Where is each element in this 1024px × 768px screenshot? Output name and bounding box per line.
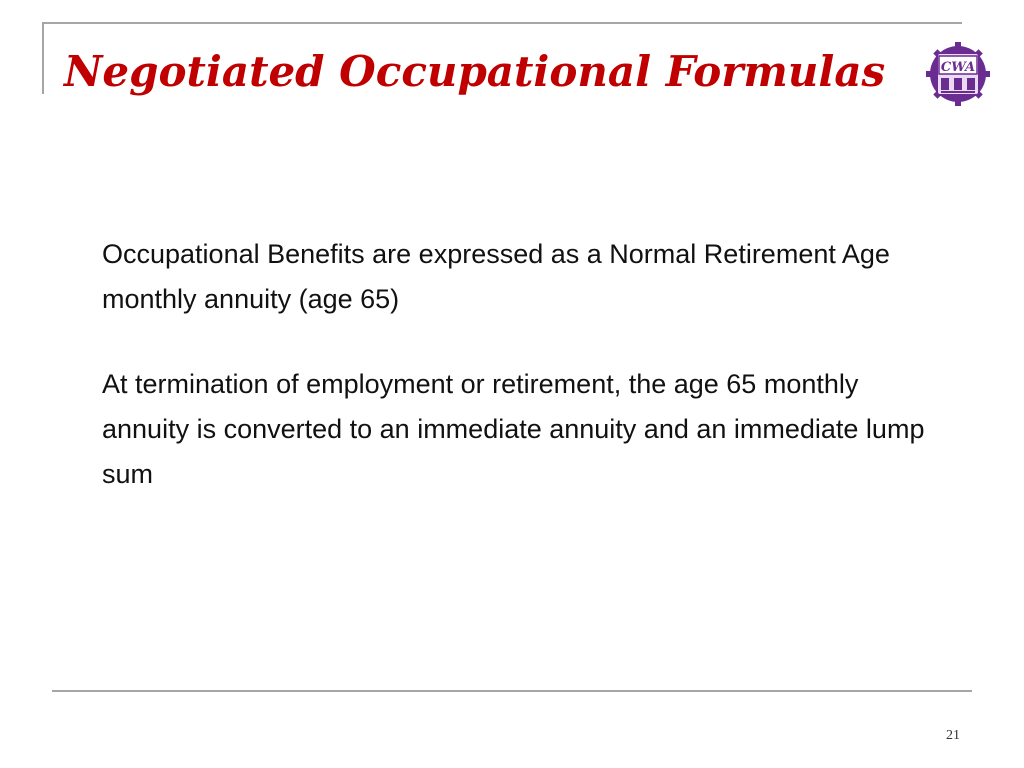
- slide-title: Negotiated Occupational Formulas: [64, 47, 886, 96]
- cwa-logo-icon: [926, 42, 990, 106]
- body-text: [102, 232, 952, 497]
- footer-divider: [52, 690, 972, 692]
- paragraph-normal-retirement: Occupational Benefits are expressed as a Normal Retirement Age monthly annuity (age 65): [102, 239, 890, 314]
- paragraph-termination: At termination of employment or retirement, the age 65 monthly annuity is converted to an immediate annuity and an immediate lump sum: [102, 369, 925, 489]
- page-number: 21: [946, 728, 960, 743]
- top-frame-line: [42, 22, 962, 24]
- left-frame-line: [42, 22, 44, 94]
- logo-text: CWA: [940, 60, 976, 75]
